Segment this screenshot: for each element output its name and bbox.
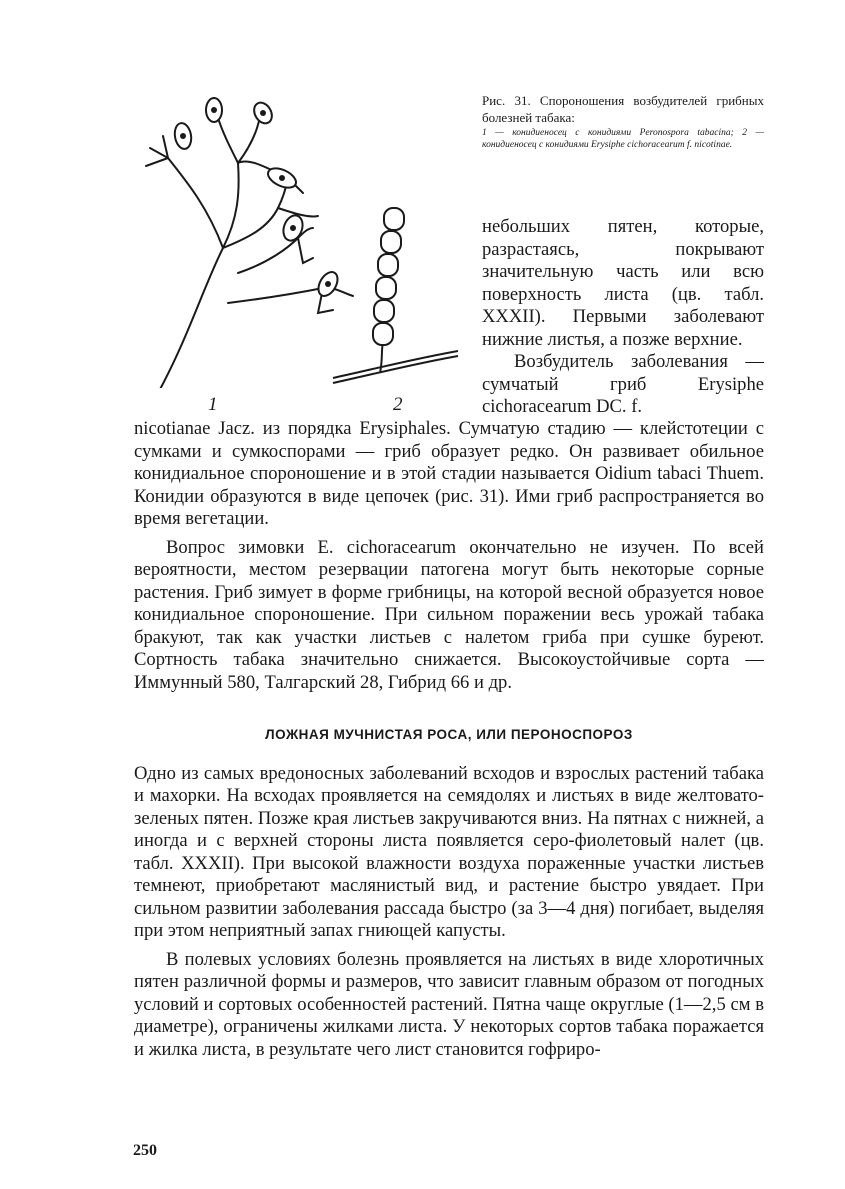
conidiophore-branch <box>146 136 168 166</box>
caption-legend: 1 — конидиеносец с конидиями Peronospora tabacina; 2 — конидиеносец с конидиями Erysiphe cichoracearum f. nicotinae. <box>482 128 764 150</box>
side-text-column <box>482 216 764 419</box>
figure-caption <box>482 92 764 151</box>
section-heading: ЛОЖНАЯ МУЧНИСТАЯ РОСА, ИЛИ ПЕРОНОСПОРОЗ <box>265 727 633 742</box>
hypha <box>333 351 458 378</box>
figure-label-1: 1 <box>208 394 218 415</box>
conidium-chain <box>378 254 398 276</box>
sporulation-illustration <box>128 88 468 388</box>
conidiophore-branch <box>218 116 278 173</box>
paragraph: nicotianae Jacz. из порядка Erysiphales. Сумчатую стадию — клейстотеции с сумками и сумкоспорами — гриб образует редко. Он развивает обильное конидиальное спороношение и в этой стадии называется Oidium tabaci Thuem. Конидии образуются в виде цепочек (рис. 31). Ими гриб распространяется во время вегетации. <box>134 418 764 529</box>
conidium-chain <box>381 231 401 253</box>
conidiophore-base <box>380 343 383 373</box>
main-text-column <box>134 418 764 1061</box>
figure-label-2: 2 <box>393 394 403 415</box>
hypha <box>333 356 458 383</box>
conidium-chain <box>376 277 396 299</box>
paragraph: небольших пятен, которые, разрастаясь, покрывают значительную часть или всю поверхность листа (цв. табл. XXXII). Первыми заболевают нижние листья, а позже верхние. <box>482 216 764 350</box>
conidium-chain <box>374 300 394 322</box>
page-number: 250 <box>133 1142 157 1159</box>
conidium-chain <box>384 208 404 230</box>
caption-title: Рис. 31. Спороношения возбудителей грибных болезней табака: <box>482 93 764 125</box>
conidium-chain <box>373 323 393 345</box>
paragraph: Возбудитель заболевания — сумчатый гриб Erysiphe cichoracearum DC. f. <box>482 351 764 417</box>
paragraph: В полевых условиях болезнь проявляется на листьях в виде хлоротичных пятен различной формы и размеров, что зависит главным образом от погодных условий и сортовых особенностей растений. Пятна чаще округлые (1—2,5 см в диаметре), ограничены жилками листа. У некоторых сортов табака поражается и жилка листа, в результате чего лист становится гофриро- <box>134 948 764 1060</box>
conidiophore-branch <box>168 158 223 248</box>
conidiophore-main-stem <box>158 163 239 388</box>
paragraph: Одно из самых вредоносных заболеваний всходов и взрослых растений табака и махорки. На всходах проявляется на семядолях и листьях в виде желтовато-зеленых пятен. Позже края листьев закручиваются вниз. На пятнах с нижней, а иногда и с верхней стороны листа появляется серо-фиолетовый налет (цв. табл. XXXII). При высокой влажности воздуха пораженные участки листьев темнеют, приобретают маслянистый вид, и растение быстро увядает. При сильном развитии заболевания рассада быстро (за 3—4 дня) погибает, выделяя при этом неприятный запах гниющей капусты. <box>134 762 764 941</box>
conidiophore-branch <box>223 178 288 248</box>
paragraph: Вопрос зимовки E. cichoracearum окончательно не изучен. По всей вероятности, местом резервации патогена могут быть некоторые сорные растения. Гриб зимует в форме грибницы, на которой весной образуется новое конидиальное спороношение. При сильном поражении весь урожай табака бракуют, так как участки листьев с налетом гриба при сушке буреют. Сортность табака значительно снижается. Высокоустойчивые сорта — Иммунный 580, Талгарский 28, Гибрид 66 и др. <box>134 536 764 693</box>
figure-31 <box>128 88 468 428</box>
conidiophore-branch <box>238 228 313 273</box>
